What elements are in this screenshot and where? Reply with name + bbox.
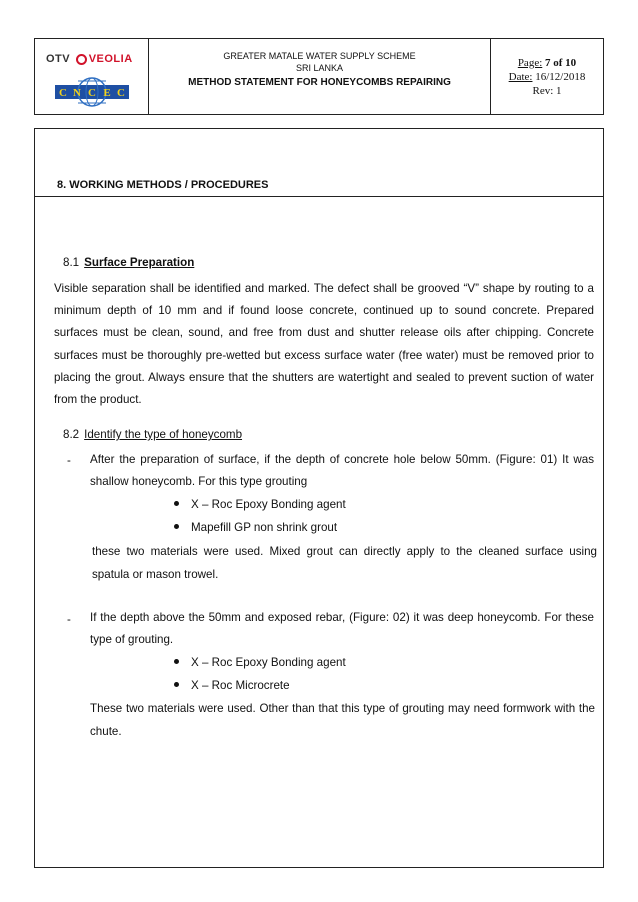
- cncec-letter: C: [88, 87, 96, 99]
- subsection-heading-8-2: [63, 428, 242, 441]
- list-item-text: If the depth above the 50mm and exposed rebar, (Figure: 02) it was deep honeycomb. For these type of grouting.: [90, 611, 594, 646]
- otv-logo-text: OTV: [46, 53, 71, 65]
- bullet-icon: [174, 682, 179, 687]
- bullet-icon: [174, 501, 179, 506]
- bullet-text: X – Roc Epoxy Bonding agent: [191, 498, 346, 511]
- cncec-letter: C: [59, 87, 67, 99]
- subsection-heading-8-1: [63, 256, 194, 269]
- list-item-followup: These two materials were used. Other than that this type of grouting may need formwork with the chute.: [90, 702, 595, 738]
- bullet-item: [174, 656, 346, 669]
- project-country: SRI LANKA: [295, 63, 344, 73]
- surface-preparation-paragraph: Visible separation shall be identified and marked. The defect shall be grooved “V” shape by routing to a minimum depth of 10 mm and if found loose concrete, continued up to sound concrete. Prepared surfaces must be clean, sound, and free from dust and shutter release oils after chipping. Concrete surfaces must be thoroughly pre-wetted but excess surface water (free water) must be removed prior to placing the grout. Always ensure that the shutters are watertight and sealed to prevent suction of water from the product.: [54, 282, 594, 407]
- document-meta: [491, 39, 603, 114]
- veolia-logo-text: VEOLIA: [88, 53, 133, 65]
- bullet-icon: [174, 524, 179, 529]
- veolia-ring-icon: [76, 54, 87, 65]
- list-item-dash: -: [67, 613, 71, 626]
- revision: Rev: 1: [532, 85, 562, 97]
- date-label: Date:: [508, 71, 533, 83]
- subsection-number: 8.1: [63, 256, 80, 269]
- bullet-text: X – Roc Microcrete: [191, 679, 290, 692]
- project-name: GREATER MATALE WATER SUPPLY SCHEME: [223, 51, 416, 61]
- date-info: [491, 70, 603, 84]
- document-title: METHOD STATEMENT FOR HONEYCOMBS REPAIRING: [188, 77, 451, 88]
- section-title: 8. WORKING METHODS / PROCEDURES: [57, 179, 269, 191]
- company-logos: [35, 39, 149, 114]
- header-title-block: [149, 39, 491, 114]
- cncec-letter: E: [103, 87, 111, 99]
- cncec-letter: N: [73, 87, 81, 99]
- page-label: Page:: [517, 57, 543, 69]
- list-item-followup: these two materials were used. Mixed grout can directly apply to the cleaned surface using spatula or mason trowel.: [92, 545, 597, 581]
- document-header: [34, 38, 604, 115]
- veolia-logo: [72, 53, 133, 65]
- section-divider: [34, 196, 604, 197]
- cncec-logo: [54, 77, 130, 107]
- subsection-label: Identify the type of honeycomb: [84, 428, 243, 441]
- date-value: 16/12/2018: [535, 71, 586, 83]
- bullet-item: [174, 498, 346, 511]
- bullet-item: [174, 679, 290, 692]
- list-item-dash: -: [67, 454, 71, 467]
- bullet-text: Mapefill GP non shrink grout: [191, 521, 338, 534]
- bullet-icon: [174, 659, 179, 664]
- otv-veolia-logo: [46, 53, 133, 65]
- page-number: 7 of 10: [545, 57, 577, 69]
- subsection-number: 8.2: [63, 428, 80, 441]
- bullet-text: X – Roc Epoxy Bonding agent: [191, 656, 346, 669]
- subsection-label: Surface Preparation: [84, 256, 195, 269]
- cncec-letter: C: [117, 87, 125, 99]
- list-item-text: After the preparation of surface, if the depth of concrete hole below 50mm. (Figure: 01) It was shallow honeycomb. For this type grouting: [90, 453, 594, 488]
- page-info: [491, 56, 603, 70]
- bullet-item: [174, 521, 337, 534]
